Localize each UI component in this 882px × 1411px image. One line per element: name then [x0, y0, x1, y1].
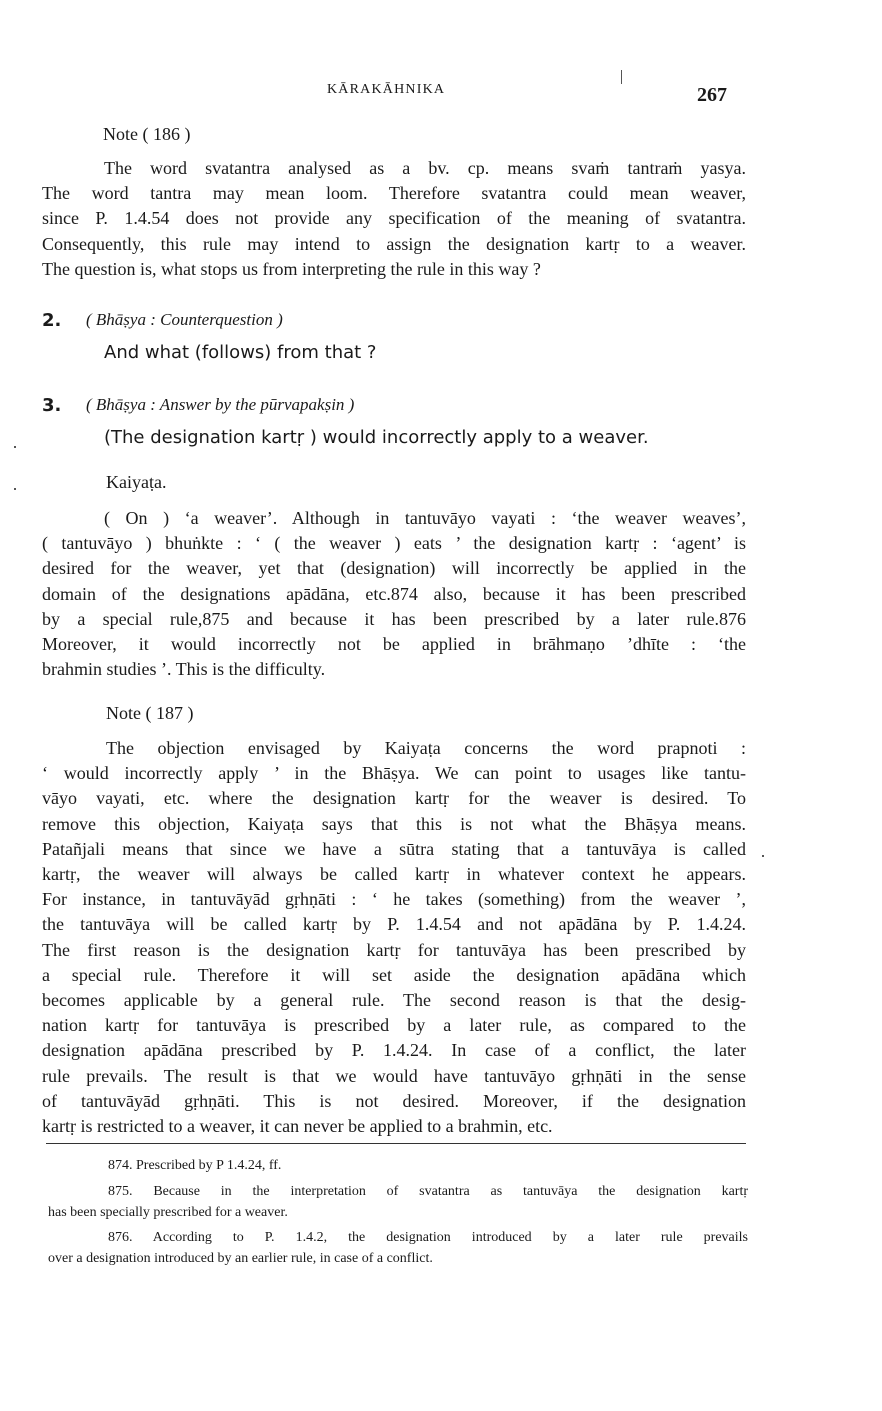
text-line: remove this objection, Kaiyaṭa says that this is not what the Bhāṣya means.	[42, 813, 746, 834]
scan-speck	[14, 488, 16, 490]
text-line: ( On ) ‘a weaver’. Although in tantuvāyo vayati : ‘the weaver weaves’,	[104, 508, 746, 528]
text-line: by a special rule,875 and because it has been prescribed by a later rule.876	[42, 608, 746, 629]
scan-speck	[621, 70, 622, 84]
text-line: ‘ would incorrectly apply ’ in the Bhāṣya. We can point to usages like tantu-	[42, 763, 746, 784]
text-line: vāyo vayati, etc. where the designation kartṛ for the weaver is desired. To	[42, 788, 746, 809]
kaiyata-paragraph	[42, 506, 746, 682]
text-line: kartṛ is restricted to a weaver, it can never be applied to a brahmin, etc.	[42, 1116, 553, 1137]
footnote-line: 876. According to P. 1.4.2, the designation introduced by a later rule prevails	[108, 1230, 748, 1245]
footnote-line: has been specially prescribed for a weaver.	[48, 1205, 288, 1220]
section-2-number: 2.	[42, 310, 62, 331]
text-line: domain of the designations apādāna, etc.874 also, because it has been prescribed	[42, 583, 746, 604]
scan-speck	[762, 855, 764, 857]
note-187-paragraph	[42, 736, 746, 1139]
text-line: a special rule. Therefore it will set aside the designation apādāna which	[42, 964, 746, 985]
page-number: 267	[697, 84, 727, 106]
footnote-874	[48, 1155, 748, 1176]
text-line: kartṛ, the weaver will always be called kartṛ in whatever context he appears.	[42, 864, 746, 885]
footnote-875	[48, 1181, 748, 1223]
section-3-text: (The designation kartṛ ) would incorrectly apply to a weaver.	[104, 427, 649, 448]
text-line: desired for the weaver, yet that (designation) will incorrectly be applied in the	[42, 558, 746, 579]
text-line: The word tantra may mean loom. Therefore svatantra could mean weaver,	[42, 183, 746, 204]
text-line: The first reason is the designation kartṛ for tantuvāya has been prescribed by	[42, 939, 746, 960]
section-3-number: 3.	[42, 395, 62, 416]
text-line: designation apādāna prescribed by P. 1.4.24. In case of a conflict, the later	[42, 1040, 746, 1061]
note-186-paragraph	[42, 156, 746, 282]
text-line: Moreover, it would incorrectly not be applied in brāhmaṇo ’dhīte : ‘the	[42, 634, 746, 655]
section-2-text: And what (follows) from that ?	[104, 342, 377, 363]
section-2-label: ( Bhāṣya : Counterquestion )	[86, 310, 283, 329]
text-line: of tantuvāyād gṛhṇāti. This is not desired. Moreover, if the designation	[42, 1090, 746, 1111]
text-line: nation kartṛ for tantuvāya is prescribed by a later rule, as compared to the	[42, 1015, 746, 1036]
text-line: Consequently, this rule may intend to assign the designation kartṛ to a weaver.	[42, 233, 746, 254]
text-line: Patañjali means that since we have a sūtra stating that a tantuvāya is called	[42, 838, 746, 859]
section-3-label: ( Bhāṣya : Answer by the pūrvapakṣin )	[86, 395, 355, 414]
text-line: brahmin studies ’. This is the difficulty.	[42, 659, 326, 680]
text-line: since P. 1.4.54 does not provide any specification of the meaning of svatantra.	[42, 208, 746, 229]
text-line: The question is, what stops us from interpreting the rule in this way ?	[42, 258, 541, 279]
text-line: the tantuvāya will be called kartṛ by P. 1.4.54 and not apādāna by P. 1.4.24.	[42, 914, 746, 935]
scan-speck	[14, 446, 16, 448]
note-187-heading: Note ( 187 )	[106, 703, 194, 723]
text-line: becomes applicable by a general rule. The second reason is that the desig-	[42, 990, 746, 1011]
note-186-heading: Note ( 186 )	[103, 124, 191, 144]
footnote-line: 874. Prescribed by P 1.4.24, ff.	[108, 1158, 282, 1173]
footnote-line: over a designation introduced by an earlier rule, in case of a conflict.	[48, 1251, 433, 1266]
text-line: rule prevails. The result is that we would have tantuvāyo gṛhṇāti in the sense	[42, 1065, 746, 1086]
kaiyata-heading: Kaiyaṭa.	[106, 472, 167, 492]
footnote-line: 875. Because in the interpretation of svatantra as tantuvāya the designation kartṛ	[108, 1184, 748, 1199]
running-header-title: KĀRAKĀHNIKA	[327, 82, 446, 97]
text-line: For instance, in tantuvāyād gṛhṇāti : ‘ he takes (something) from the weaver ’,	[42, 889, 746, 910]
text-line: The word svatantra analysed as a bv. cp. means svaṁ tantraṁ yasya.	[104, 158, 746, 178]
footnote-divider	[46, 1143, 746, 1144]
footnote-876	[48, 1227, 748, 1269]
text-line: The objection envisaged by Kaiyaṭa concerns the word prapnoti :	[106, 738, 746, 758]
text-line: ( tantuvāyo ) bhuṅkte : ‘ ( the weaver ) eats ’ the designation kartṛ : ‘agent’ is	[42, 533, 746, 554]
